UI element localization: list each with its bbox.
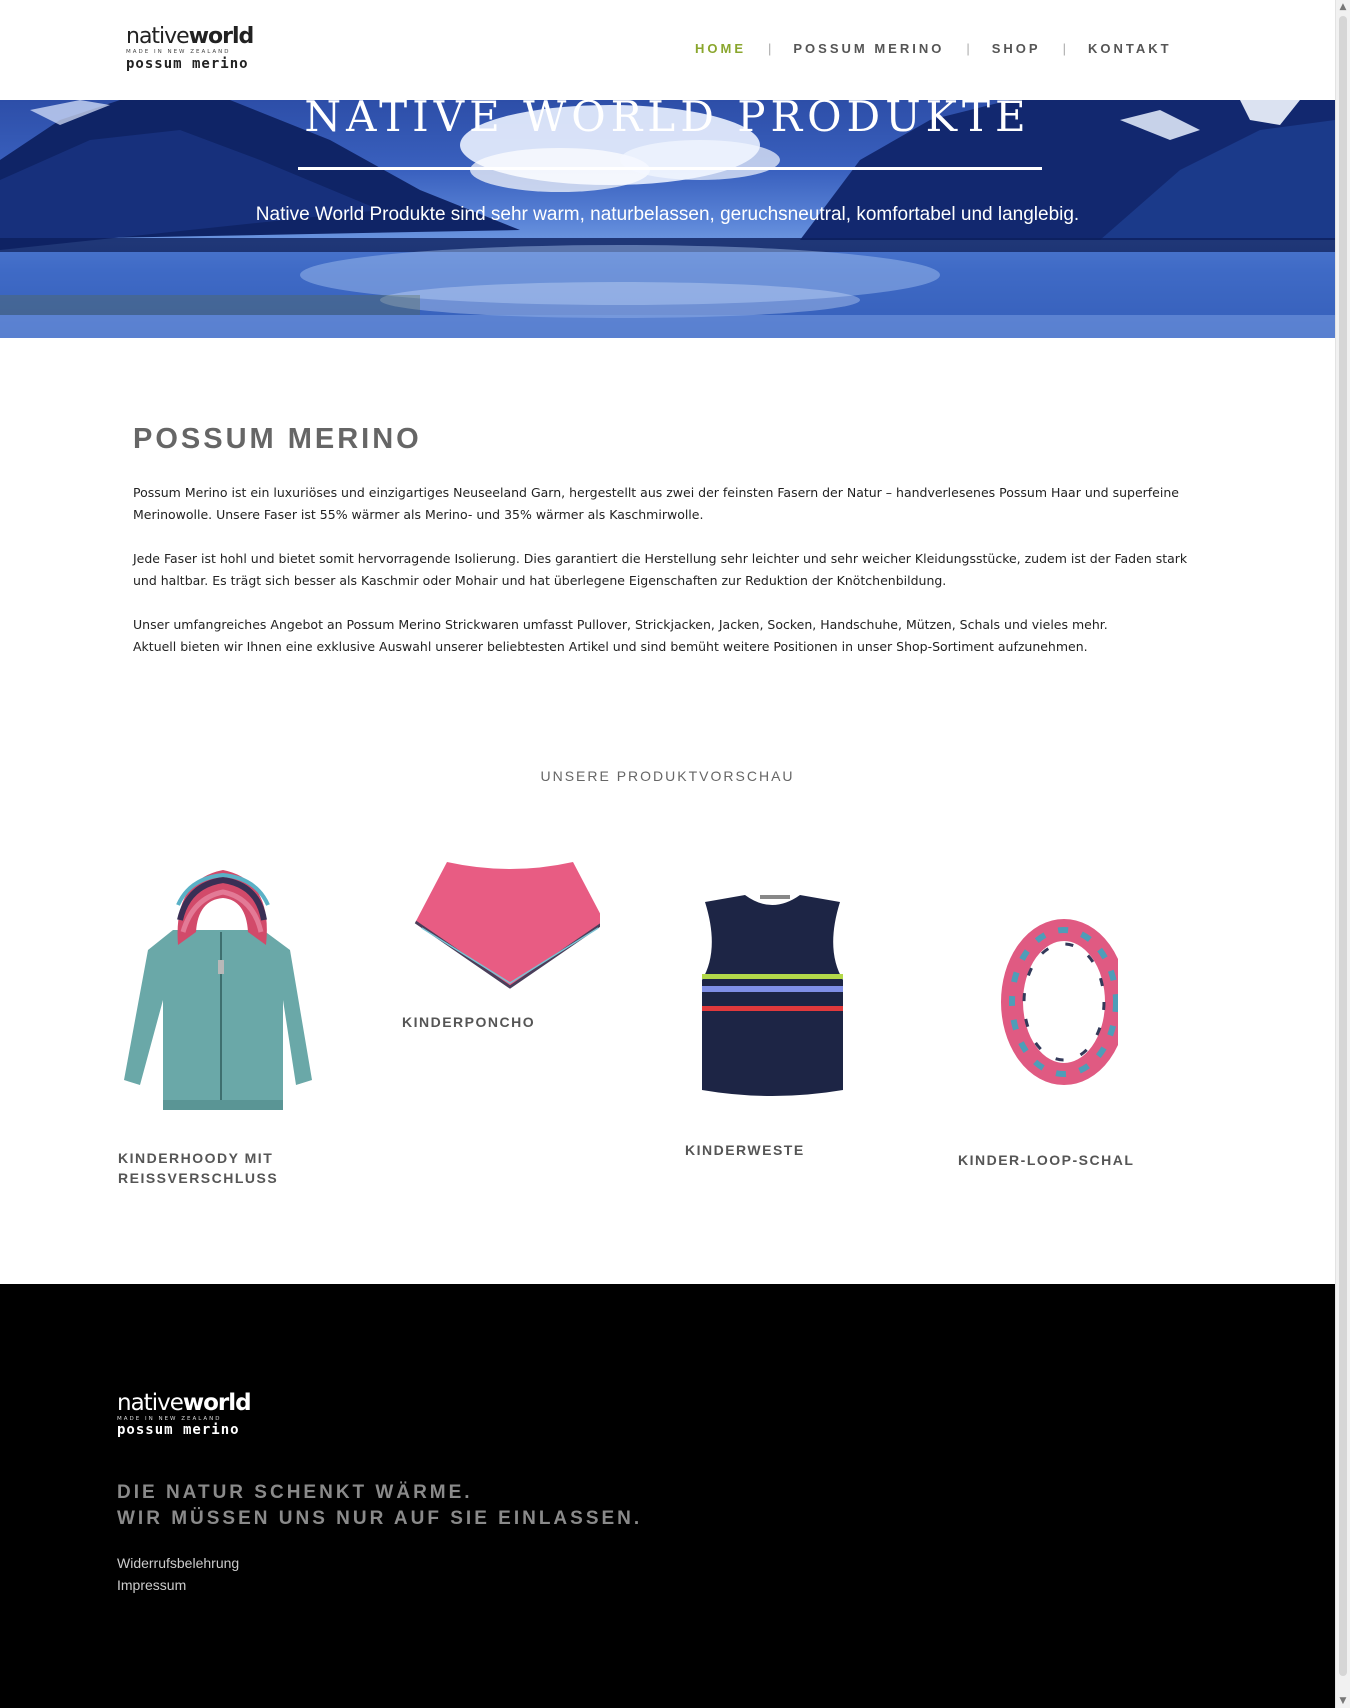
nav-kontakt[interactable]: KONTAKT [1087, 41, 1172, 56]
intro-paragraph-2: Jede Faser ist hohl und bietet somit hervorragende Isolierung. Dies garantiert die Herstellung sehr leichter und sehr weicher Kleidungsstücke, zudem ist der Faden stark und haltbar. Es trägt sich besser als Kaschmir oder Mohair und hat überlegene Eigenschaften zur Reduktion der Knötchenbildung. [133, 551, 1188, 588]
scroll-up-icon[interactable]: ▲ [1339, 2, 1347, 12]
logo-made-in: MADE IN NEW ZEALAND [117, 1416, 222, 1422]
footer-tagline [117, 1480, 642, 1532]
product-card-loop-scarf[interactable] [958, 915, 1198, 1168]
site-footer [0, 1284, 1335, 1708]
intro-paragraph-3b: Aktuell bieten wir Ihnen eine exklusive Auswahl unserer beliebtesten Artikel und sind bemüht weitere Positionen in unser Shop-Sortiment aufzunehmen. [133, 639, 1088, 654]
product-name[interactable] [118, 1148, 278, 1188]
product-card-poncho[interactable] [400, 862, 600, 1032]
product-name[interactable]: KINDERPONCHO [402, 1014, 536, 1030]
nav-shop[interactable]: SHOP [991, 41, 1041, 56]
product-preview-heading: UNSERE PRODUKTVORSCHAU [540, 768, 795, 784]
hero-banner [0, 100, 1335, 338]
intro-paragraph-1: Possum Merino ist ein luxuriöses und einzigartiges Neuseeland Garn, hergestellt aus zwei der feinsten Fasern der Natur – handverlesenes Possum Haar und superfeine Merinowolle. Unsere Faser ist 55% wärmer als Merino- und 35% wärmer als Kaschmirwolle. [133, 485, 1179, 522]
logo-wordmark [117, 1392, 251, 1415]
footer-tagline-line2: WIR MÜSSEN UNS NUR AUF SIE EINLASSEN. [117, 1508, 643, 1529]
logo-word-bold: world [188, 24, 254, 49]
logo-made-in: MADE IN NEW ZEALAND [126, 49, 231, 55]
nav-possum-merino[interactable]: POSSUM MERINO [793, 41, 945, 56]
hero-subtitle: Native World Produkte sind sehr warm, naturbelassen, geruchsneutral, komfortabel und langlebig. [255, 204, 1080, 225]
site-logo[interactable] [126, 26, 276, 72]
logo-word-bold: world [182, 1390, 251, 1416]
product-name-line2: REISSVERSCHLUSS [118, 1170, 279, 1186]
nav-separator: | [966, 41, 970, 56]
product-name[interactable]: KINDER-LOOP-SCHAL [958, 1152, 1135, 1168]
nav-separator: | [1062, 41, 1066, 56]
logo-tagline: possum merino [126, 56, 249, 72]
main-nav [695, 41, 1172, 56]
hero-divider [298, 167, 1042, 170]
product-card-vest[interactable] [685, 890, 885, 1180]
logo-tagline: possum merino [117, 1422, 240, 1438]
nav-home[interactable]: HOME [695, 41, 746, 56]
footer-link-widerrufsbelehrung[interactable]: Widerrufsbelehrung [117, 1555, 240, 1571]
section-title: POSSUM MERINO [133, 423, 422, 455]
hoody-image [118, 870, 318, 1120]
intro-paragraph-3a: Unser umfangreiches Angebot an Possum Merino Strickwaren umfasst Pullover, Strickjacken, Jacken, Socken, Handschuhe, Mützen, Schals und vieles mehr. [133, 617, 1108, 632]
footer-tagline-line1: DIE NATUR SCHENKT WÄRME. [117, 1482, 473, 1503]
footer-link-impressum[interactable]: Impressum [117, 1577, 187, 1593]
vest-image [685, 890, 860, 1100]
logo-wordmark [126, 26, 276, 48]
product-name[interactable]: KINDERWESTE [685, 1142, 805, 1158]
product-name-line1: KINDERHOODY MIT [118, 1150, 274, 1166]
poncho-image [400, 862, 600, 990]
loop-scarf-image [958, 915, 1118, 1085]
page-scrollbar[interactable] [1335, 0, 1350, 1708]
scrollbar-thumb[interactable] [1339, 16, 1347, 1676]
product-card-hoody[interactable] [118, 870, 318, 1200]
logo-word-thin: native [126, 24, 189, 49]
footer-logo[interactable] [117, 1392, 251, 1438]
logo-word-thin: native [117, 1390, 183, 1416]
hero-title: NATIVE WORLD PRODUKTE [304, 100, 1031, 141]
nav-separator: | [768, 41, 772, 56]
site-header [0, 0, 1335, 100]
scroll-down-icon[interactable]: ▼ [1339, 1696, 1347, 1706]
